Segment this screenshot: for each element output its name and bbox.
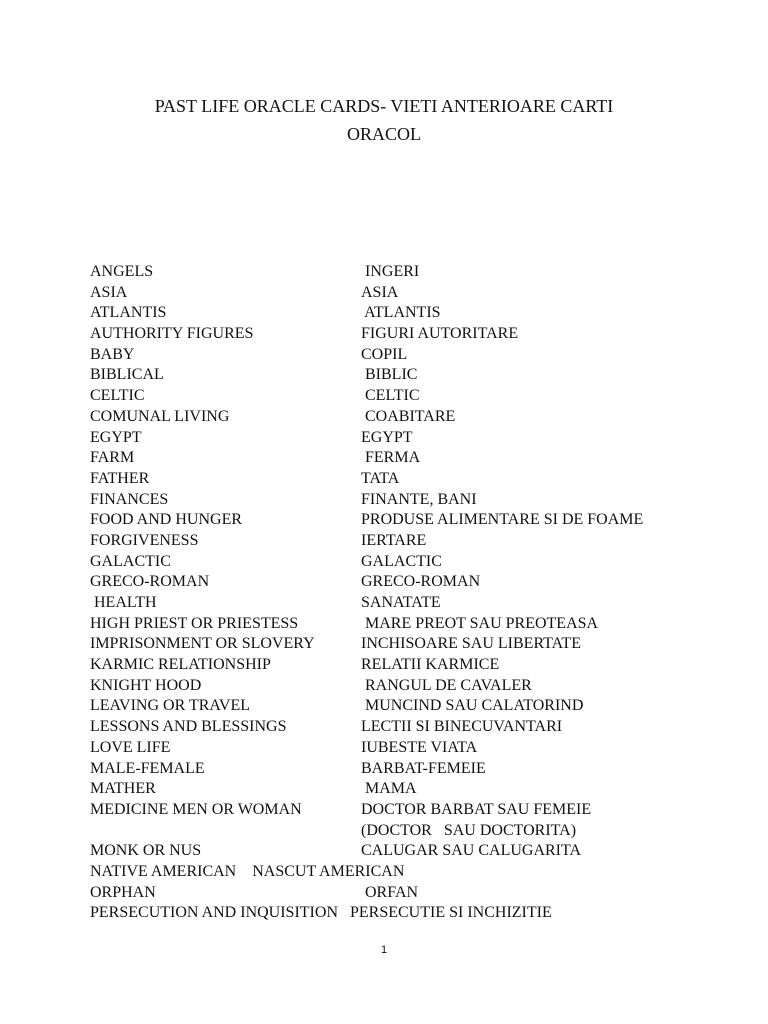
term-english: FARM <box>90 449 135 467</box>
term-romanian: (DOCTOR SAU DOCTORITA) <box>361 821 577 839</box>
term-row <box>90 365 730 386</box>
term-romanian: INGERI <box>361 263 420 280</box>
term-english: HEALTH <box>90 594 157 611</box>
term-romanian: RANGUL DE CAVALER <box>361 676 532 694</box>
term-romanian: FINANTE, BANI <box>361 490 477 508</box>
term-english: NATIVE AMERICAN NASCUT AMERICAN <box>90 862 405 880</box>
term-romanian: ATLANTIS <box>361 304 441 322</box>
term-list <box>90 262 730 924</box>
term-english: MONK OR NUS <box>90 842 202 860</box>
term-english: MATHER <box>90 780 156 798</box>
term-romanian: SANATATE <box>361 594 441 611</box>
term-row <box>90 531 730 552</box>
term-english: KARMIC RELATIONSHIP <box>90 656 271 674</box>
term-row <box>90 469 730 490</box>
term-row <box>90 696 730 717</box>
term-romanian: MUNCIND SAU CALATORIND <box>361 697 584 715</box>
term-english: ATLANTIS <box>90 304 167 322</box>
term-english: AUTHORITY FIGURES <box>90 325 254 343</box>
term-romanian: MAMA <box>361 780 417 798</box>
term-row <box>90 800 730 821</box>
term-english: ORPHAN <box>90 883 156 901</box>
term-romanian: GRECO-ROMAN <box>361 573 481 591</box>
term-row <box>90 759 730 780</box>
term-row <box>90 386 730 407</box>
term-row <box>90 821 730 842</box>
term-english: GRECO-ROMAN <box>90 573 210 591</box>
term-english: ANGELS <box>90 263 154 280</box>
term-english: ASIA <box>90 283 128 301</box>
term-row <box>90 345 730 366</box>
term-romanian: CALUGAR SAU CALUGARITA <box>361 842 582 860</box>
term-english: BIBLICAL <box>90 366 164 384</box>
term-english: FINANCES <box>90 490 169 508</box>
term-english: COMUNAL LIVING <box>90 407 230 425</box>
term-romanian: FIGURI AUTORITARE <box>361 325 519 343</box>
term-row <box>90 779 730 800</box>
term-row <box>90 738 730 759</box>
title-line-2: ORACOL <box>346 124 421 144</box>
term-english: CELTIC <box>90 387 145 405</box>
page-title <box>0 92 768 148</box>
term-row <box>90 490 730 511</box>
term-row <box>90 324 730 345</box>
title-line-1: PAST LIFE ORACLE CARDS- VIETI ANTERIOARE CARTI <box>154 96 614 116</box>
term-romanian: LECTII SI BINECUVANTARI <box>361 718 563 736</box>
term-romanian: DOCTOR BARBAT SAU FEMEIE <box>361 800 592 818</box>
term-romanian: TATA <box>361 469 400 487</box>
term-romanian: RELATII KARMICE <box>361 656 500 674</box>
term-row <box>90 283 730 304</box>
term-row <box>90 883 730 904</box>
term-romanian: BARBAT-FEMEIE <box>361 759 486 777</box>
term-romanian: EGYPT <box>361 428 413 446</box>
term-romanian: MARE PREOT SAU PREOTEASA <box>361 614 599 632</box>
term-english: MEDICINE MEN OR WOMAN <box>90 800 302 818</box>
term-row <box>90 676 730 697</box>
term-english: FORGIVENESS <box>90 531 199 549</box>
term-english: KNIGHT HOOD <box>90 676 202 694</box>
term-english: IMPRISONMENT OR SLOVERY <box>90 635 315 653</box>
term-english: FOOD AND HUNGER <box>90 511 243 529</box>
term-romanian: FERMA <box>361 449 421 467</box>
term-row <box>90 407 730 428</box>
term-romanian: CELTIC <box>361 387 420 405</box>
term-romanian: PRODUSE ALIMENTARE SI DE FOAME <box>361 511 644 529</box>
term-english: FATHER <box>90 469 150 487</box>
term-romanian: ORFAN <box>361 883 419 901</box>
term-english: MALE-FEMALE <box>90 759 205 777</box>
term-english: EGYPT <box>90 428 142 446</box>
term-row <box>90 428 730 449</box>
term-row <box>90 510 730 531</box>
term-row <box>90 448 730 469</box>
term-romanian: ASIA <box>361 283 399 301</box>
term-romanian: IERTARE <box>361 531 427 549</box>
term-row <box>90 717 730 738</box>
term-row <box>90 862 730 883</box>
term-row <box>90 841 730 862</box>
term-english: PERSECUTION AND INQUISITION PERSECUTIE SI INCHIZITIE <box>90 904 552 922</box>
term-row <box>90 614 730 635</box>
term-row <box>90 634 730 655</box>
term-row <box>90 552 730 573</box>
term-english: LEAVING OR TRAVEL <box>90 697 251 715</box>
term-romanian: GALACTIC <box>361 552 442 570</box>
term-romanian: INCHISOARE SAU LIBERTATE <box>361 635 581 653</box>
term-row <box>90 303 730 324</box>
term-romanian: BIBLIC <box>361 366 418 384</box>
term-row <box>90 903 730 924</box>
term-english: GALACTIC <box>90 552 171 570</box>
term-romanian: COABITARE <box>361 407 456 425</box>
page-number: 1 <box>380 944 388 956</box>
term-english: LOVE LIFE <box>90 738 171 756</box>
term-row <box>90 655 730 676</box>
term-romanian: IUBESTE VIATA <box>361 738 478 756</box>
term-english: BABY <box>90 345 135 363</box>
term-romanian: COPIL <box>361 345 408 363</box>
term-english: LESSONS AND BLESSINGS <box>90 718 287 736</box>
term-row <box>90 262 730 283</box>
term-row <box>90 593 730 614</box>
term-english: HIGH PRIEST OR PRIESTESS <box>90 614 299 632</box>
term-row <box>90 572 730 593</box>
